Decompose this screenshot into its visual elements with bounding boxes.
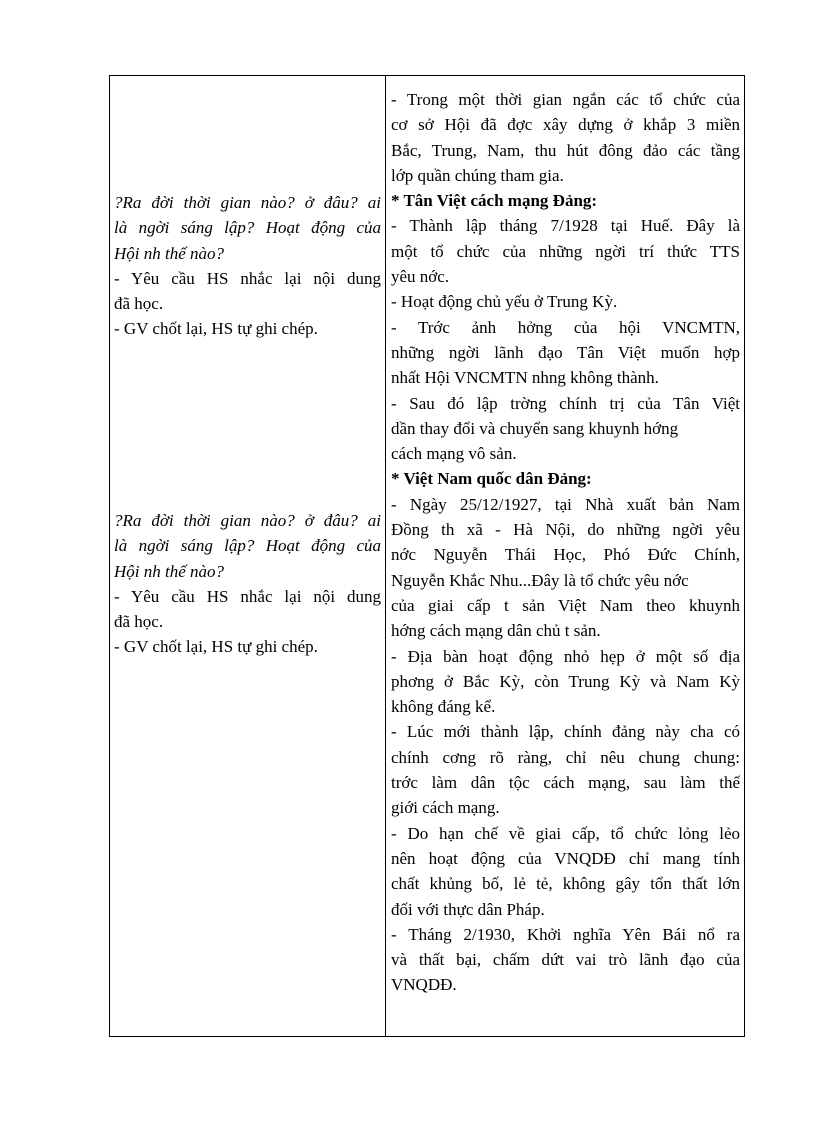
content-line: - Tháng 2/1930, Khởi nghĩa Yên Bái nổ ra <box>391 924 740 944</box>
content-line: - Sau đó lập trờng chính trị của Tân Việt <box>391 393 740 413</box>
question-line: ?Ra đời thời gian nào? ở đâu? ai <box>114 193 381 212</box>
question-line: Hội nh thế nào? <box>114 561 225 581</box>
content-line: - Thành lập tháng 7/1928 tại Huế. Đây là <box>391 216 740 236</box>
content-line: - Địa bàn hoạt động nhỏ hẹp ở một số địa <box>391 646 740 666</box>
content-column <box>386 76 744 1036</box>
question-block-tan-viet <box>114 190 381 342</box>
teacher-activity-column <box>110 76 386 1036</box>
content-line: - Ngày 25/12/1927, tại Nhà xuất bản Nam <box>391 494 740 514</box>
content-line: Bắc, Trung, Nam, thu hút đông đảo các tầng <box>391 140 740 160</box>
content-line: không đáng kể. <box>391 697 496 717</box>
content-line: - Trớc ảnh hởng của hội VNCMTN, <box>391 317 740 337</box>
content-line: phơng ở Bắc Kỳ, còn Trung Kỳ và Nam Kỳ <box>391 671 740 691</box>
content-line: dần thay đổi và chuyển sang khuynh hớng <box>391 418 679 438</box>
question-line: - Yêu cầu HS nhắc lại nội dung <box>114 586 381 606</box>
content-line: Đồng th xã - Hà Nội, do những ngời yêu <box>391 520 740 540</box>
content-line: trớc làm dân tộc cách mạng, sau làm thế <box>391 773 740 793</box>
content-line: giới cách mạng. <box>391 798 500 818</box>
content-line: nên hoạt động của VNQDĐ chỉ mang tính <box>391 848 740 868</box>
content-line: và thất bại, chấm dứt vai trò lãnh đạo của <box>391 950 740 970</box>
lesson-table <box>109 75 745 1037</box>
content-line: lớp quần chúng tham gia. <box>391 165 564 185</box>
content-line: chính cơng rõ ràng, chỉ nêu chung chung: <box>391 747 740 767</box>
question-line: là ngời sáng lập? Hoạt động của <box>114 218 381 238</box>
question-line: đã học. <box>114 294 164 314</box>
content-line: Nguyễn Khắc Nhu...Đây là tổ chức yêu nớc <box>391 570 689 590</box>
content-line: cách mạng vô sản. <box>391 444 517 464</box>
question-line: là ngời sáng lập? Hoạt động của <box>114 536 381 556</box>
question-line: Hội nh thế nào? <box>114 243 225 263</box>
content-line: cơ sở Hội đã đợc xây dựng ở khắp 3 miền <box>391 115 740 135</box>
question-line: - GV chốt lại, HS tự ghi chép. <box>114 637 318 657</box>
content-line: hớng cách mạng dân chủ t sản. <box>391 621 601 641</box>
content-line: những ngời lãnh đạo Tân Việt muốn hợp <box>391 342 740 362</box>
question-line: đã học. <box>114 612 164 632</box>
section-heading: * Việt Nam quốc dân Đảng: <box>391 469 592 489</box>
content-line: nớc Nguyễn Thái Học, Phó Đức Chính, <box>391 545 740 565</box>
section-heading: * Tân Việt cách mạng Đảng: <box>391 191 598 211</box>
content-line: VNQDĐ. <box>391 975 457 995</box>
content-line: - Hoạt động chủ yếu ở Trung Kỳ. <box>391 292 618 312</box>
content-line: - Lúc mới thành lập, chính đảng này cha có <box>391 722 740 742</box>
content-line: một tổ chức của những ngời trí thức TTS <box>391 241 740 261</box>
content-line: - Trong một thời gian ngắn các tổ chức của <box>391 90 740 109</box>
question-line: - Yêu cầu HS nhắc lại nội dung <box>114 268 381 288</box>
content-line: chất khủng bố, lẻ tẻ, không gây tổn thất lớn <box>391 874 740 894</box>
content-line: đối với thực dân Pháp. <box>391 899 545 919</box>
content-line: yêu nớc. <box>391 267 450 287</box>
question-line: ?Ra đời thời gian nào? ở đâu? ai <box>114 511 381 530</box>
content-line: nhất Hội VNCMTN nhng không thành. <box>391 368 659 388</box>
content-line: của giai cấp t sản Việt Nam theo khuynh <box>391 595 740 615</box>
question-block-vnqdd <box>114 508 381 660</box>
question-line: - GV chốt lại, HS tự ghi chép. <box>114 319 318 339</box>
content-line: - Do hạn chế về giai cấp, tổ chức lỏng lẻo <box>391 823 740 843</box>
